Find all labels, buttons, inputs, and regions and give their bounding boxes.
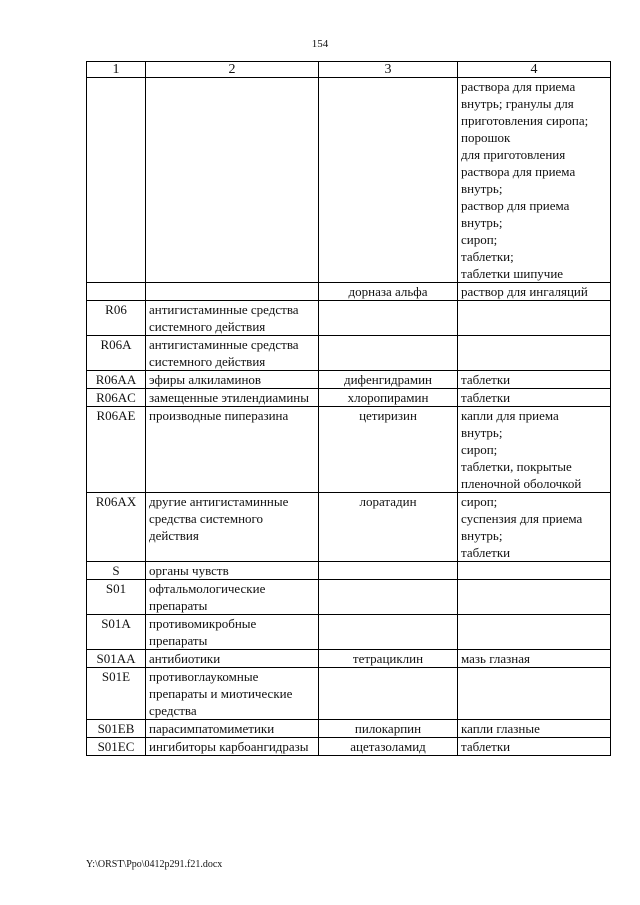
atc-code-cell: R06A — [87, 336, 146, 371]
atc-code-cell: S01EB — [87, 720, 146, 738]
inn-cell — [319, 668, 458, 720]
dosage-form-cell: таблетки — [458, 738, 611, 756]
dosage-form-cell: таблетки — [458, 371, 611, 389]
dosage-form-cell — [458, 336, 611, 371]
table-body — [87, 78, 611, 756]
header-col-1: 1 — [87, 62, 146, 78]
dosage-form-cell — [458, 668, 611, 720]
atc-code-cell: S — [87, 562, 146, 580]
header-col-3: 3 — [319, 62, 458, 78]
inn-cell — [319, 615, 458, 650]
table-row — [87, 650, 611, 668]
inn-cell — [319, 336, 458, 371]
dosage-form-cell: капли для приема внутрь; сироп; таблетки, покрытые пленочной оболочкой — [458, 407, 611, 493]
group-name-cell: другие антигистаминные средства системного действия — [146, 493, 319, 562]
dosage-form-cell — [458, 580, 611, 615]
inn-cell — [319, 562, 458, 580]
drug-classification-table — [86, 61, 611, 756]
dosage-form-cell — [458, 301, 611, 336]
table-row — [87, 301, 611, 336]
atc-code-cell: S01A — [87, 615, 146, 650]
table-row — [87, 493, 611, 562]
table-row — [87, 720, 611, 738]
group-name-cell: противоглаукомные препараты и миотические средства — [146, 668, 319, 720]
page-number: 154 — [311, 38, 329, 50]
inn-cell: дорназа альфа — [319, 283, 458, 301]
atc-code-cell: S01EC — [87, 738, 146, 756]
atc-code-cell: R06 — [87, 301, 146, 336]
table-row — [87, 580, 611, 615]
inn-cell — [319, 78, 458, 283]
dosage-form-cell: мазь глазная — [458, 650, 611, 668]
atc-code-cell: S01AA — [87, 650, 146, 668]
inn-cell: тетрациклин — [319, 650, 458, 668]
group-name-cell: антигистаминные средства системного действия — [146, 301, 319, 336]
table-row — [87, 407, 611, 493]
header-col-4: 4 — [458, 62, 611, 78]
dosage-form-cell — [458, 615, 611, 650]
atc-code-cell: R06AC — [87, 389, 146, 407]
inn-cell — [319, 301, 458, 336]
group-name-cell: эфиры алкиламинов — [146, 371, 319, 389]
table-row — [87, 336, 611, 371]
group-name-cell: антигистаминные средства системного действия — [146, 336, 319, 371]
dosage-form-cell: капли глазные — [458, 720, 611, 738]
group-name-cell — [146, 78, 319, 283]
inn-cell: ацетазоламид — [319, 738, 458, 756]
group-name-cell: ингибиторы карбоангидразы — [146, 738, 319, 756]
dosage-form-cell: сироп; суспензия для приема внутрь; таблетки — [458, 493, 611, 562]
table-row — [87, 283, 611, 301]
table-row — [87, 78, 611, 283]
header-col-2: 2 — [146, 62, 319, 78]
file-path-footer: Y:\ORST\Ppo\0412p291.f21.docx — [86, 859, 223, 870]
atc-code-cell: R06AX — [87, 493, 146, 562]
group-name-cell: органы чувств — [146, 562, 319, 580]
group-name-cell: производные пиперазина — [146, 407, 319, 493]
table-header-row — [87, 62, 611, 78]
inn-cell — [319, 580, 458, 615]
table-row — [87, 668, 611, 720]
inn-cell: хлоропирамин — [319, 389, 458, 407]
table-row — [87, 389, 611, 407]
table-row — [87, 562, 611, 580]
table-row — [87, 615, 611, 650]
dosage-form-cell: раствора для приема внутрь; гранулы для приготовления сиропа; порошок для приготовления раствора для приема внутрь; раствор для приема внутрь; сироп; таблетки; таблетки шипучие — [458, 78, 611, 283]
atc-code-cell: R06AE — [87, 407, 146, 493]
inn-cell: пилокарпин — [319, 720, 458, 738]
inn-cell: дифенгидрамин — [319, 371, 458, 389]
atc-code-cell — [87, 283, 146, 301]
group-name-cell: антибиотики — [146, 650, 319, 668]
atc-code-cell: S01E — [87, 668, 146, 720]
group-name-cell: противомикробные препараты — [146, 615, 319, 650]
group-name-cell: офтальмологические препараты — [146, 580, 319, 615]
atc-code-cell — [87, 78, 146, 283]
dosage-form-cell: раствор для ингаляций — [458, 283, 611, 301]
group-name-cell — [146, 283, 319, 301]
atc-code-cell: R06AA — [87, 371, 146, 389]
inn-cell: лоратадин — [319, 493, 458, 562]
atc-code-cell: S01 — [87, 580, 146, 615]
group-name-cell: замещенные этилендиамины — [146, 389, 319, 407]
dosage-form-cell — [458, 562, 611, 580]
table-row — [87, 738, 611, 756]
dosage-form-cell: таблетки — [458, 389, 611, 407]
group-name-cell: парасимпатомиметики — [146, 720, 319, 738]
table-row — [87, 371, 611, 389]
inn-cell: цетиризин — [319, 407, 458, 493]
